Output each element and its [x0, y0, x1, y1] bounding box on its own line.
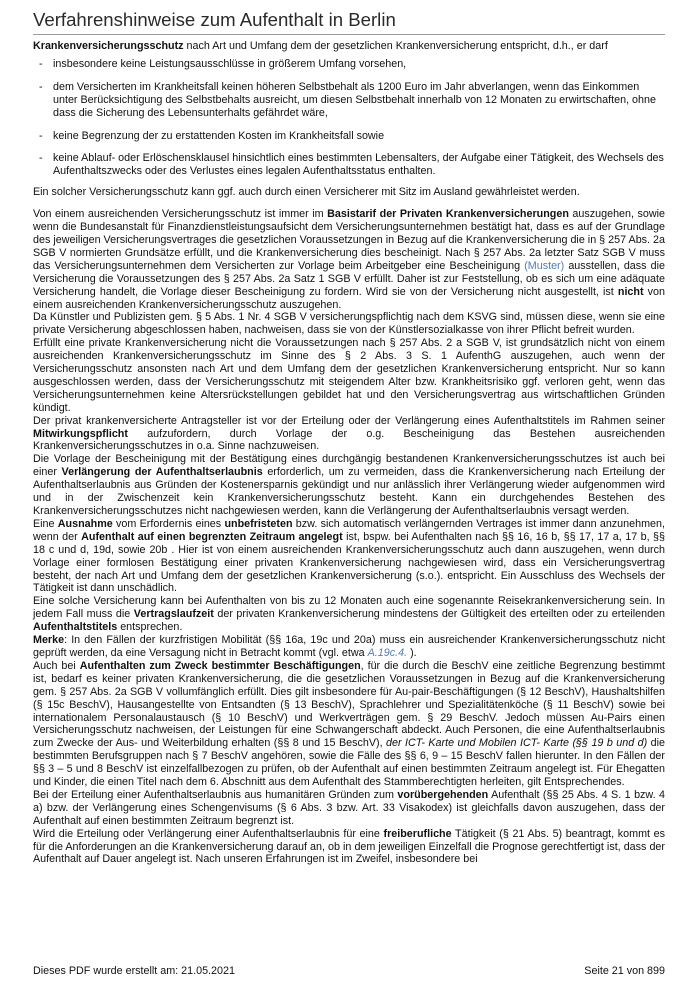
list-item: - insbesondere keine Leistungsausschlüsse in größerem Umfang vorsehen,	[33, 58, 665, 71]
paragraph-beschaeftigung: Auch bei Aufenthalten zum Zweck bestimmter Beschäftigungen, für die durch die BeschV eine zeitliche Begrenzung bestimmt ist, bedarf es keiner privaten Krankenversicherung, die die gesetzlichen Voraussetzungen in Bezug auf die Krankenversicherung gem. § 257 Abs. 2a SGB V vollumfänglich erfüllt. Dies gilt insbesondere für Au-pair-Beschäftigungen (§ 12 BeschV), Haushaltshilfen (§ 15c BeschV), Hausangestellte von Entsandten (§ 13 BeschV), Sprachlehrer und Spezialitätenköche (§ 11 BeschV) sowie bei internationalem Personalaustausch (§ 10 BeschV) und Werkverträgen gem. § 29 BeschV. Jedoch müssen Au-Pairs einen Versicherungsschutz nachweisen, der Leistungen für eine Schwangerschaft abdeckt. Auch Personen, die eine Aufenthaltserlaubnis zum Zwecke der Aus- und Weiterbildung erhalten (§§ 8 und 15 BeschV), der ICT- Karte und Mobilen ICT- Karte (§§ 19 b und d) die bestimmten Berufsgruppen nach § 7 BeschV angehören, sowie die Fälle des §§ 6, 9 – 15 BeschV fallen hierunter. In den Fällen der §§ 3 – 5 und 8 BeschV ist einzelfallbezogen zu prüfen, ob der Aufenthalt auf einen bestimmten Zeitraum angelegt ist. Für Ehegatten und Kinder, die einen Titel nach dem 6. Abschnitt aus dem Aufenthalt des Stammberechtigten herleiten, gilt Entsprechendes.	[33, 659, 665, 789]
a19c4-link[interactable]: A.19c.4.	[367, 646, 408, 659]
paragraph-vorlage: Die Vorlage der Bescheinigung mit der Bestätigung eines durchgängig bestandenen Krankenversicherungsschutzes ist auch bei einer Verlängerung der Aufenthaltserlaubnis erforderlich, um zu vermeiden, dass die Krankenversicherung nach Erteilung der Aufenthaltserlaubnis aus Gründen der Kostenersparnis gekündigt und nur anlässlich ihrer Verlängerung wieder aufgenommen wird und in der Zwischenzeit kein Krankenversicherungsschutz besteht. Kann ein durchgehendes Bestehen des Krankenversicherungsschutzes nicht nachgewiesen werden, kann die Verlängerung der Aufenthaltserlaubnis versagt werden.	[33, 453, 665, 517]
paragraph-freiberuf: Wird die Erteilung oder Verlängerung einer Aufenthaltserlaubnis für eine freiberufliche Tätigkeit (§ 21 Abs. 5) beantragt, kommt es für die Anforderungen an die Krankenversicherung darauf an, ob in dem jeweiligen Einzelfall die Prognose gerechtfertigt ist, dass der Aufenthalt auf Dauer angelegt ist. Nach unseren Erfahrungen ist im Zweifel, insbesondere bei	[33, 827, 665, 866]
muster-link[interactable]: (Muster)	[524, 259, 565, 272]
document-body	[33, 40, 665, 866]
paragraph-kuenstler: Da Künstler und Publizisten gem. § 5 Abs. 1 Nr. 4 SGB V versicherungspflichtig nach dem KSVG sind, müssen diese, wenn sie eine private Versicherung abgeschlossen haben, nachweisen, dass sie von der Künstlersozialkasse von ihrer Pflicht befreit wurden.	[33, 311, 665, 337]
paragraph-basistarif: Von einem ausreichenden Versicherungsschutz ist immer im Basistarif der Privaten Krankenversicherungen auszugehen, sowie wenn die Bundesanstalt für Finanzdienstleistungsaufsicht dem Versicherungsunternehmen bestätigt hat, dass es auf der Grundlage des jeweiligen Versicherungsvertrages die gesetzlichen Voraussetzungen in Bezug auf die Krankenversicherung die in § 257 Abs. 2a SGB V normierten Grundsätze erfüllt, und die Krankenversicherung dies bescheinigt. Nach § 257 Abs. 2a letzter Satz SGB V muss das Versicherungsunternehmen dem Versicherten zur Vorlage beim Arbeitgeber eine Bescheinigung (Muster) ausstellen, dass die Versicherung die Voraussetzungen des § 257 Abs. 2a Satz 1 SGB V erfüllt. Daher ist zur Feststellung, ob es sich um eine adäquate Versicherung handelt, die Vorlage dieser Bescheinigung zu fordern. Wird sie von der Versicherung nicht ausgestellt, ist nicht von einem ausreichenden Krankenversicherungsschutz auszugehen.	[33, 208, 666, 311]
list-item: - keine Begrenzung der zu erstattenden Kosten im Krankheitsfall sowie	[33, 130, 665, 143]
spacer	[33, 199, 665, 208]
footer-created-date: Dieses PDF wurde erstellt am: 21.05.2021	[33, 965, 235, 977]
paragraph-humanitaer: Bei der Erteilung einer Aufenthaltserlaubnis aus humanitären Gründen zum vorübergehenden Aufenthalt (§§ 25 Abs. 4 S. 1 bzw. 4 a) bzw. der Verlängerung eines Schengenvisums (§ 6 Abs. 3 bzw. Art. 33 Visakodex) ist gleichfalls davon auszugehen, dass der Aufenthalt auf einen bestimmten Zeitraum begrenzt ist.	[33, 788, 666, 827]
page-title: Verfahrenshinweise zum Aufenthalt in Berlin	[33, 8, 665, 35]
paragraph-reise: Eine solche Versicherung kann bei Aufenthalten von bis zu 12 Monaten auch eine sogenannte Reisekrankenversicherung sein. In jedem Fall muss die Vertragslaufzeit der privaten Krankenversicherung mindestens der Gültigkeit des erteilten oder zu erteilenden Aufenthaltstitels entsprechen.	[33, 595, 666, 634]
paragraph-erfuellt: Erfüllt eine private Krankenversicherung nicht die Voraussetzungen nach § 257 Abs. 2 a SGB V, ist grundsätzlich nicht von einem ausreichenden Krankenversicherungsschutz im Sinne des § 2 Abs. 3 S. 1 AufenthG auszugehen, auch wenn der Versicherungsschutz ansonsten nach Art und dem Umfang dem der gesetzlichen Krankenversicherung entspricht. Nur so kann ausgeschlossen werden, dass der Versicherungsschutz mit steigendem Alter bzw. Krankheitsrisiko ggf. verloren geht, wenn das Versicherungsunternehmen keine Altersrückstellungen gebildet hat und den Versicherungsvertrag aus wirtschaftlichen Gründen kündigt.	[33, 337, 665, 414]
paragraph-ausland: Ein solcher Versicherungsschutz kann ggf. auch durch einen Versicherer mit Sitz im Ausland gewährleistet werden.	[33, 186, 580, 199]
list-item: - dem Versicherten im Krankheitsfall keinen höheren Selbstbehalt als 1200 Euro im Jahr abverlangen, wenn das Einkommen unter Berücksichtigung des Selbstbehalts ausreicht, um diesen Selbstbehalt innerhalb von 12 Monaten zu erwirtschaften, ohne dass die Sicherung des Lebensunterhalts gefährdet wäre,	[33, 81, 665, 120]
intro-paragraph: Krankenversicherungsschutz nach Art und Umfang dem der gesetzlichen Krankenversicherung entspricht, d.h., er darf	[33, 40, 608, 52]
requirements-list	[33, 58, 665, 178]
paragraph-mitwirkung: Der privat krankenversicherte Antragsteller ist vor der Erteilung oder der Verlängerung eines Aufenthaltstitels im Rahmen seiner Mitwirkungspflicht aufzufordern, durch Vorlage der o.g. Bescheinigung das Bestehen ausreichenden Krankenversicherungsschutzes in o.a. Sinne nachzuweisen.	[33, 414, 665, 453]
paragraph-ausnahme: Eine Ausnahme vom Erfordernis eines unbefristeten bzw. sich automatisch verlängernden Vertrages ist immer dann anzunehmen, wenn der Aufenthalt auf einen begrenzten Zeitraum angelegt ist, bspw. bei Aufenthalten nach §§ 16, 16 b, §§ 17, 17 a, 17 b, §§ 18 c und d, 19d, sowie 20b . Hier ist von einem ausreichenden Krankenversicherungsschutz auch dann auszugehen, wenn durch Vorlage einer formlosen Bestätigung einer privaten Krankenversicherung nachgewiesen wird, dass ein Versicherungsvertrag besteht, der nach Art und Umfang dem der gesetzlichen Krankenversicherung (s.o.). entspricht. Ein Ausschluss des Wechsels der Tätigkeit ist dann unschädlich.	[33, 517, 665, 595]
paragraph-merke: Merke: In den Fällen der kurzfristigen Mobilität (§§ 16a, 19c und 20a) muss ein ausreichender Krankenversicherungsschutz nicht geprüft werden, da eine Versagung nicht in Betracht kommt (vgl. etwa A.19c.4. ).	[33, 634, 665, 659]
footer-page-number: Seite 21 von 899	[584, 965, 665, 977]
list-item: - keine Ablauf- oder Erlöschensklausel hinsichtlich eines bestimmten Lebensalters, der Aufgabe einer Tätigkeit, des Wechsels des Aufenthaltszwecks oder des Verlustes eines legalen Aufenthaltsstatus enthalten.	[33, 152, 665, 178]
